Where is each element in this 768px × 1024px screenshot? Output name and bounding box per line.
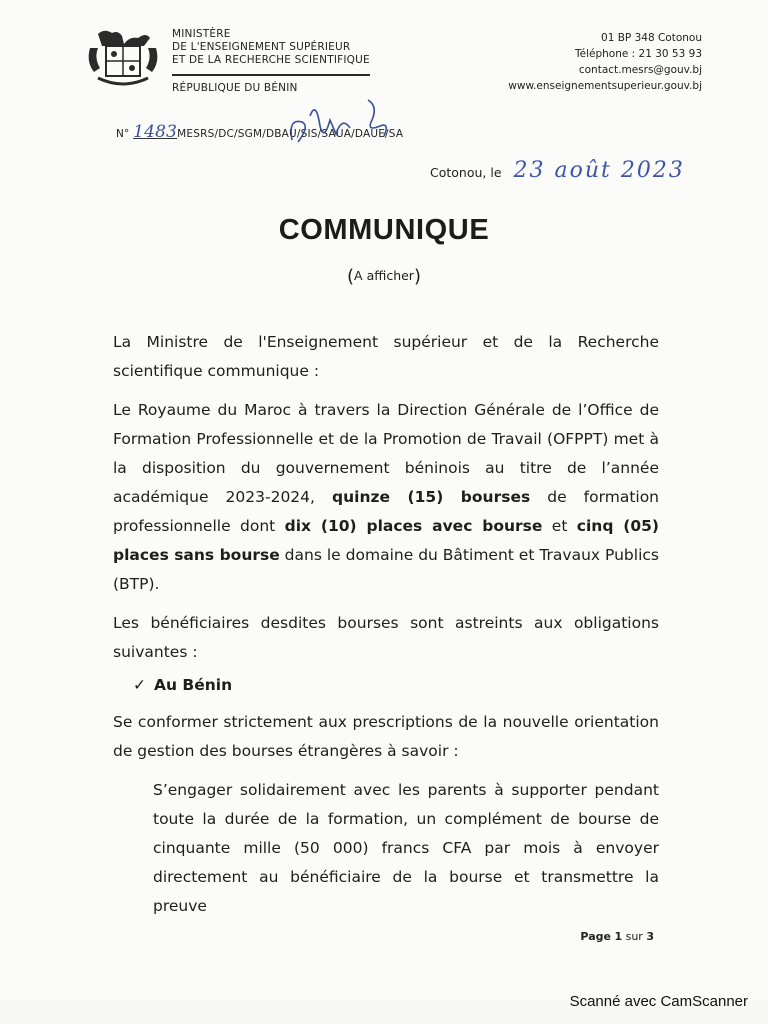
ministry-line: ET DE LA RECHERCHE SCIENTIFIQUE <box>172 54 370 66</box>
contact-address: 01 BP 348 Cotonou <box>601 32 702 44</box>
subtitle-close-paren: ) <box>413 266 421 287</box>
obligations-paragraph: Les bénéficiaires desdites bourses sont astreints aux obligations suivantes : <box>113 614 659 661</box>
ministry-line: MINISTÈRE <box>172 28 231 40</box>
paragraph-emphasis: cinq (05) places sans bourse <box>113 517 660 564</box>
subtitle-open-paren: ( <box>347 266 355 287</box>
reference-code: MESRS/DC/SGM/DBAU/SIS/SAUA/DAUE/SA <box>177 128 404 140</box>
subtitle <box>0 266 768 287</box>
page-total: 3 <box>646 930 654 943</box>
contact-website: www.enseignementsuperieur.gouv.bj <box>508 80 702 92</box>
checklist-item <box>133 671 659 700</box>
paragraph-emphasis: dix (10) places avec bourse <box>284 517 543 535</box>
commitment-paragraph: S’engager solidairement avec les parents à supporter pendant toute la durée de la formation, un complément de bourse de cinquante mille (50 000) francs CFA par mois à envoyer directement au bénéficiaire de la bourse et transmettre la preuve <box>153 781 659 915</box>
scanner-watermark: Scanné avec CamScanner <box>569 993 748 1010</box>
header-divider <box>172 74 370 76</box>
contact-email: contact.mesrs@gouv.bj <box>578 64 702 76</box>
date-label: Cotonou, le <box>430 165 502 180</box>
page-title: COMMUNIQUE <box>278 214 490 246</box>
country-name: RÉPUBLIQUE DU BÉNIN <box>172 82 298 94</box>
scholarship-paragraph <box>113 396 659 599</box>
paragraph-text: de formation professionnelle dont <box>113 488 660 535</box>
subtitle-text: A afficher <box>354 268 414 283</box>
intro-paragraph: La Ministre de l'Enseignement supérieur et de la Recherche scientifique communique : <box>113 333 659 380</box>
paragraph-text: Le Royaume du Maroc à travers la Direction Générale de l’Office de Formation Professionnelle et de la Promotion de Travail (OFPPT) met à la disposition du gouvernement béninois au titre de l’année académique 2023-2024, <box>113 401 659 506</box>
check-icon: ✓ <box>133 676 146 694</box>
paragraph-text: et <box>542 517 577 535</box>
paragraph-text: dans le domaine du Bâtiment et Travaux Publics (BTP). <box>113 546 659 593</box>
page-number <box>580 930 654 943</box>
communique-body <box>113 328 659 931</box>
paragraph-emphasis: quinze (15) bourses <box>332 488 531 506</box>
reference-number: 1483 <box>133 122 178 142</box>
page-separator: sur <box>625 930 643 943</box>
checklist-label: Au Bénin <box>154 676 233 694</box>
page-current: 1 <box>614 930 623 943</box>
prescriptions-paragraph: Se conformer strictement aux prescriptions de la nouvelle orientation de gestion des bourses étrangères à savoir : <box>113 713 659 760</box>
ministry-header <box>172 28 382 95</box>
date-value: 23 août 2023 <box>513 158 685 183</box>
contact-phone: Téléphone : 21 30 53 93 <box>575 48 702 60</box>
reference-prefix: N° <box>116 128 130 140</box>
handwritten-signature <box>280 96 420 152</box>
contact-block <box>462 30 702 94</box>
ministry-line: DE L'ENSEIGNEMENT SUPÉRIEUR <box>172 41 351 53</box>
page-label: Page <box>580 930 611 943</box>
date-line <box>430 158 685 183</box>
coat-of-arms-icon <box>84 28 162 100</box>
